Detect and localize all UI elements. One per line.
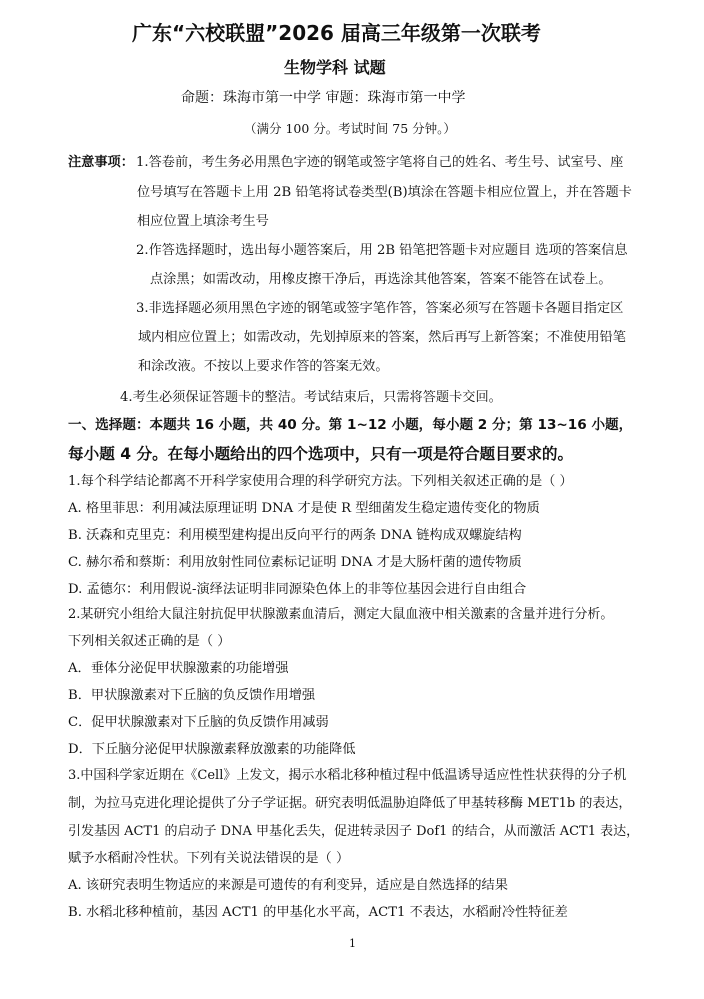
q2-option-c: C．促甲状腺激素对下丘脑的负反馈作用减弱 xyxy=(68,715,329,730)
q1-option-d: D. 孟德尔：利用假说-演绎法证明非同源染色体上的非等位基因会进行自由组合 xyxy=(68,582,527,597)
q3-option-a: A. 该研究表明生物适应的来源是可遗传的有利变异，适应是自然选择的结果 xyxy=(68,878,508,893)
q1-option-c: C. 赫尔希和蔡斯：利用放射性同位素标记证明 DNA 才是大肠杆菌的遗传物质 xyxy=(68,555,522,570)
notice-3-line-2: 域内相应位置上；如需改动，先划掉原来的答案，然后再写上新答案；不准使用铅笔 xyxy=(138,330,626,345)
notices-label: 注意事项： xyxy=(68,155,134,170)
q2-option-b: B．甲状腺激素对下丘脑的负反馈作用增强 xyxy=(68,688,316,703)
notice-4: 4.考生必须保证答题卡的整洁。考试结束后，只需将答题卡交回。 xyxy=(120,390,502,405)
notice-3-line-1: 3.非选择题必须用黑色字迹的钢笔或签字笔作答，答案必须写在答题卡各题目指定区 xyxy=(136,301,624,316)
q2-option-d: D．下丘脑分泌促甲状腺激素释放激素的功能降低 xyxy=(68,742,356,757)
authors-line: 命题：珠海市第一中学 审题：珠海市第一中学 xyxy=(181,90,466,106)
section-1-line-1: 一、选择题：本题共 16 小题，共 40 分。第 1~12 小题，每小题 2 分；第 13~16 小题， xyxy=(68,417,633,433)
q1-option-b: B. 沃森和克里克：利用模型建构提出反向平行的两条 DNA 链构成双螺旋结构 xyxy=(68,528,522,543)
q3-stem-line-3: 引发基因 ACT1 的启动子 DNA 甲基化丢失，促进转录因子 Dof1 的结合，从而激活 ACT1 表达， xyxy=(68,824,640,839)
q3-stem-line-4: 赋予水稻耐冷性状。下列有关说法错误的是（ ） xyxy=(68,851,350,866)
exam-subtitle: 生物学科 试题 xyxy=(284,58,386,77)
q2-stem-line-1: 2.某研究小组给大鼠注射抗促甲状腺激素血清后，测定大鼠血液中相关激素的含量并进行分析。 xyxy=(68,607,614,622)
q1-stem: 1.每个科学结论都离不开科学家使用合理的科学研究方法。下列相关叙述正确的是（ ） xyxy=(68,474,573,489)
notice-1-line-1: 1.答卷前，考生务必用黑色字迹的钢笔或签字笔将自己的姓名、考生号、试室号、座 xyxy=(136,155,624,170)
exam-title: 广东“六校联盟”2026 届高三年级第一次联考 xyxy=(132,21,541,45)
section-1-line-2: 每小题 4 分。在每小题给出的四个选项中，只有一项是符合题目要求的。 xyxy=(68,445,574,463)
q3-option-b: B. 水稻北移种植前，基因 ACT1 的甲基化水平高，ACT1 不表达，水稻耐冷性特征差 xyxy=(68,905,568,920)
notice-3-line-3: 和涂改液。不按以上要求作答的答案无效。 xyxy=(138,359,389,374)
exam-info: （满分 100 分。考试时间 75 分钟。） xyxy=(244,121,456,136)
notice-1-line-2: 位号填写在答题卡上用 2B 铅笔将试卷类型(B)填涂在答题卡相应位置上，并在答题卡 xyxy=(137,185,632,200)
notice-1-line-3: 相应位置上填涂考生号 xyxy=(137,214,269,229)
q3-stem-line-2: 制，为拉马克进化理论提供了分子学证据。研究表明低温胁迫降低了甲基转移酶 MET1b 的表达， xyxy=(68,796,632,811)
q2-stem-line-2: 下列相关叙述正确的是（ ） xyxy=(68,634,231,649)
q1-option-a: A. 格里菲思：利用减法原理证明 DNA 才是使 R 型细菌发生稳定遗传变化的物质 xyxy=(68,501,540,516)
page-number: 1 xyxy=(349,937,356,950)
notice-2-line-2: 点涂黑；如需改动，用橡皮擦干净后，再选涂其他答案，答案不能答在试卷上。 xyxy=(150,272,612,287)
notice-2-line-1: 2.作答选择题时，选出每小题答案后，用 2B 铅笔把答题卡对应题目 选项的答案信息 xyxy=(136,243,628,258)
q3-stem-line-1: 3.中国科学家近期在《Cell》上发文，揭示水稻北移种植过程中低温诱导适应性性状获得的分子机 xyxy=(68,768,627,783)
q2-option-a: A．垂体分泌促甲状腺激素的功能增强 xyxy=(68,661,289,676)
